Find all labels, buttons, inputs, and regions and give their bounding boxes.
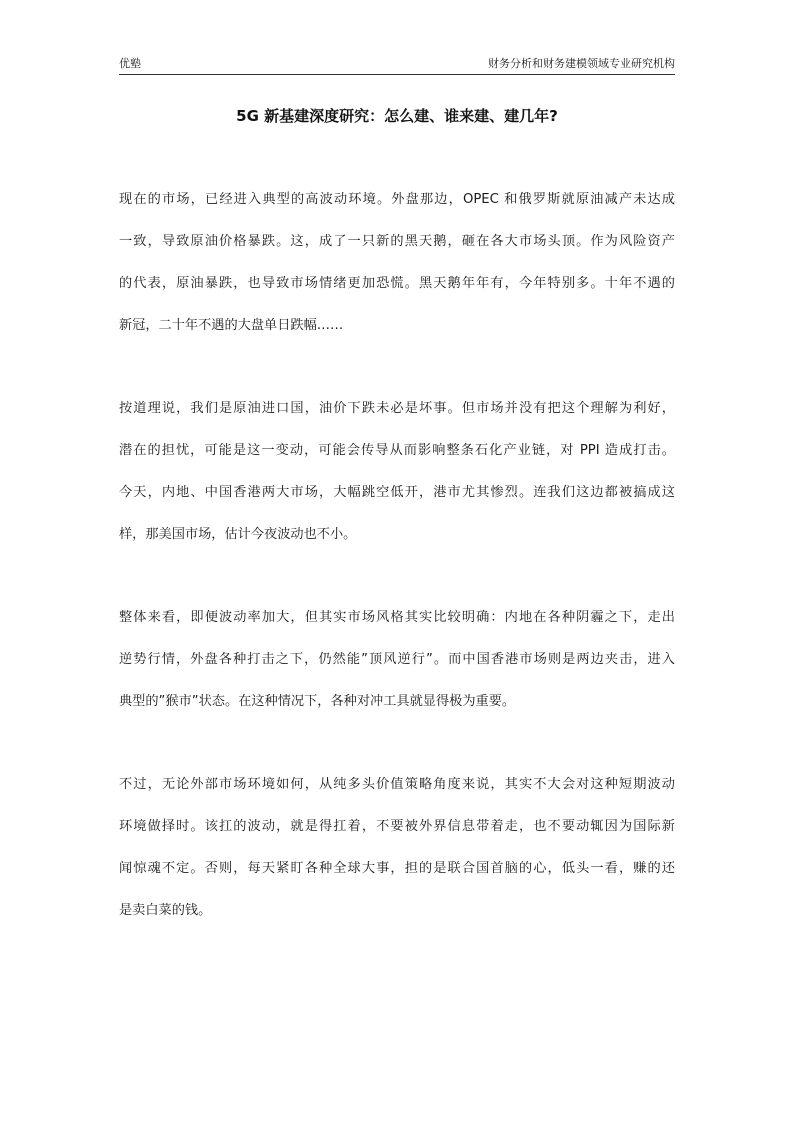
- paragraph-line: 闻惊魂不定。否则，每天紧盯各种全球大事，担的是联合国首脑的心，低头一看，赚的还: [119, 861, 675, 876]
- header-tagline: 财务分析和财务建模领域专业研究机构: [488, 57, 675, 70]
- paragraph-1: [119, 179, 675, 347]
- document-title: 5G 新基建深度研究：怎么建、谁来建、建几年?: [236, 107, 558, 125]
- paragraph-line: 的代表，原油暴跌，也导致市场情绪更加恐慌。黑天鹅年年有，今年特别多。十年不遇的: [119, 276, 675, 291]
- paragraph-line: 现在的市场，已经进入典型的高波动环境。外盘那边，OPEC 和俄罗斯就原油减产未达成: [119, 192, 675, 207]
- paragraph-2: [119, 388, 675, 556]
- paragraph-line: 新冠，二十年不遇的大盘单日跌幅……: [119, 318, 344, 333]
- paragraph-line: 潜在的担忧，可能是这一变动，可能会传导从而影响整条石化产业链，对 PPI 造成打击。: [119, 443, 675, 458]
- paragraph-line: 一致，导致原油价格暴跌。这，成了一只新的黑天鹅，砸在各大市场头顶。作为风险资产: [119, 234, 675, 249]
- paragraph-line: 是卖白菜的钱。: [119, 903, 212, 918]
- paragraph-line: 样，那美国市场，估计今夜波动也不小。: [119, 527, 357, 542]
- paragraph-line: 按道理说，我们是原油进口国，油价下跌未必是坏事。但市场并没有把这个理解为利好，: [119, 401, 675, 416]
- paragraph-3: [119, 597, 675, 723]
- paragraph-line: 典型的”猴市”状态。在这种情况下，各种对冲工具就显得极为重要。: [119, 694, 516, 709]
- header-brand: 优塾: [119, 57, 141, 70]
- paragraph-line: 整体来看，即便波动率加大，但其实市场风格其实比较明确：内地在各种阴霾之下，走出: [119, 610, 675, 625]
- paragraph-line: 逆势行情，外盘各种打击之下，仍然能”顶风逆行”。而中国香港市场则是两边夹击，进入: [119, 652, 675, 667]
- page-header: [119, 54, 675, 75]
- paragraph-line: 不过，无论外部市场环境如何，从纯多头价值策略角度来说，其实不大会对这种短期波动: [119, 777, 675, 792]
- paragraph-line: 环境做择时。该扛的波动，就是得扛着，不要被外界信息带着走，也不要动辄因为国际新: [119, 819, 675, 834]
- paragraph-line: 今天，内地、中国香港两大市场，大幅跳空低开，港市尤其惨烈。连我们这边都被搞成这: [119, 485, 675, 500]
- paragraph-4: [119, 764, 675, 932]
